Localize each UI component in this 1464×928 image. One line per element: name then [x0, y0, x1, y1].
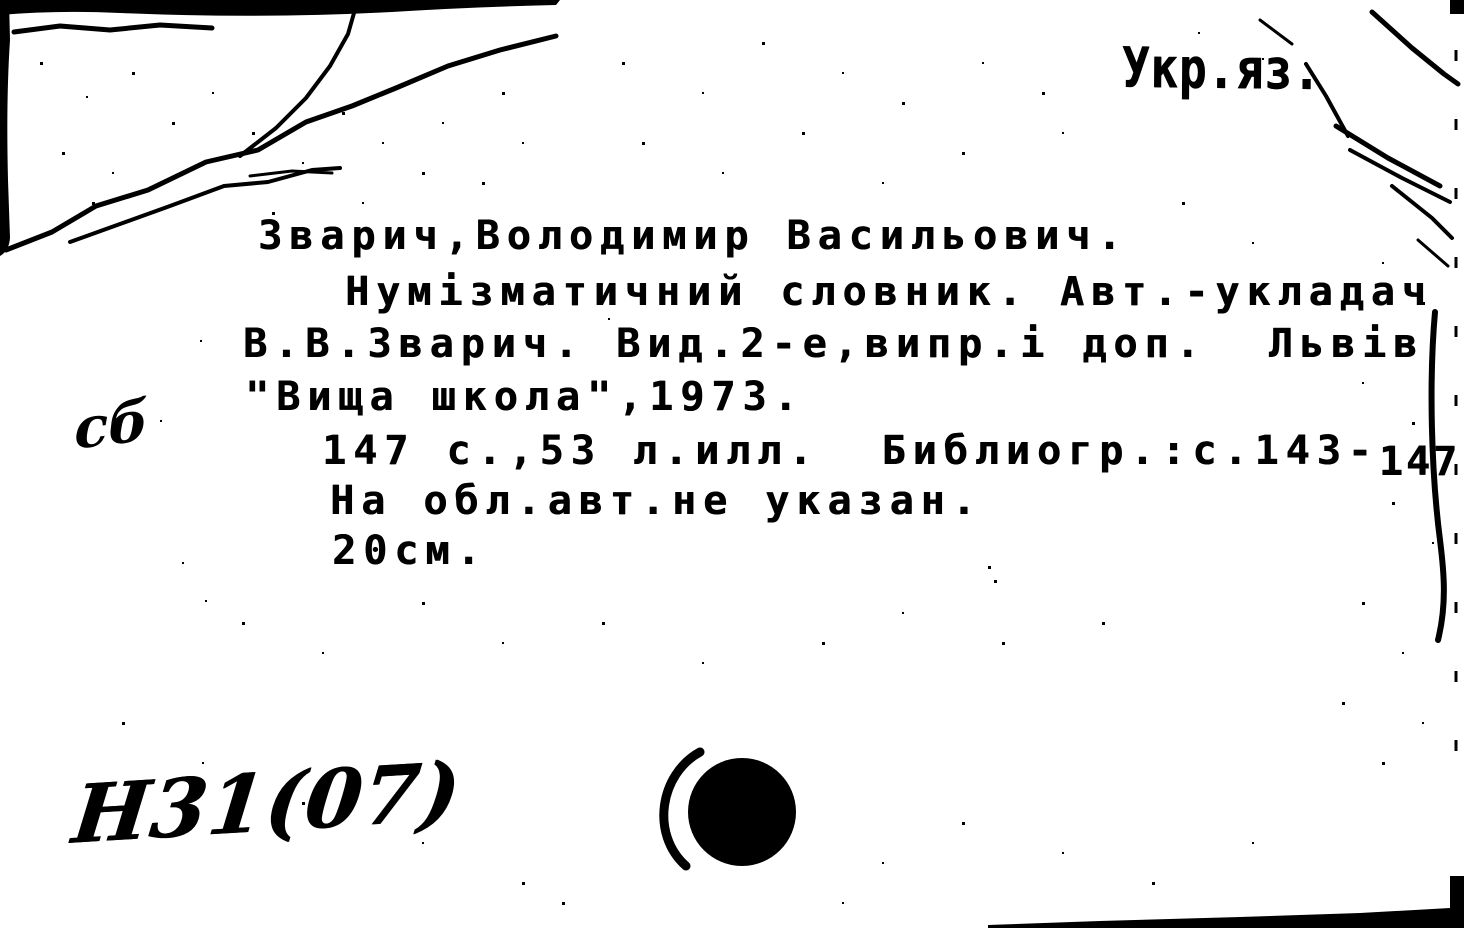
catalog-line-cover-note: На обл.авт.не указан.	[330, 478, 983, 524]
catalog-line-size: 20см.	[332, 528, 488, 574]
language-note: Укр.яз.	[1121, 36, 1322, 104]
catalog-line-collation	[322, 428, 1461, 485]
pagination-tail: 147	[1378, 439, 1461, 485]
catalog-line-edition: В.В.Зварич. Вид.2-е,випр.і доп. Львів	[243, 321, 1425, 367]
handwritten-format-note: сб	[73, 387, 149, 463]
bottom-edge-shadow	[988, 876, 1464, 928]
catalog-line-publisher: "Вища школа",1973.	[245, 374, 805, 420]
handwritten-call-number: Н31(07)	[68, 743, 467, 862]
catalog-line-title: Нумізматичний словник. Авт.-укладач	[345, 269, 1433, 315]
hole-punch	[664, 752, 796, 866]
collation-text: 147 с.,53 л.илл. Библиогр.:с.143-	[322, 428, 1379, 474]
catalog-line-author: Зварич,Володимир Васильович.	[258, 213, 1129, 259]
